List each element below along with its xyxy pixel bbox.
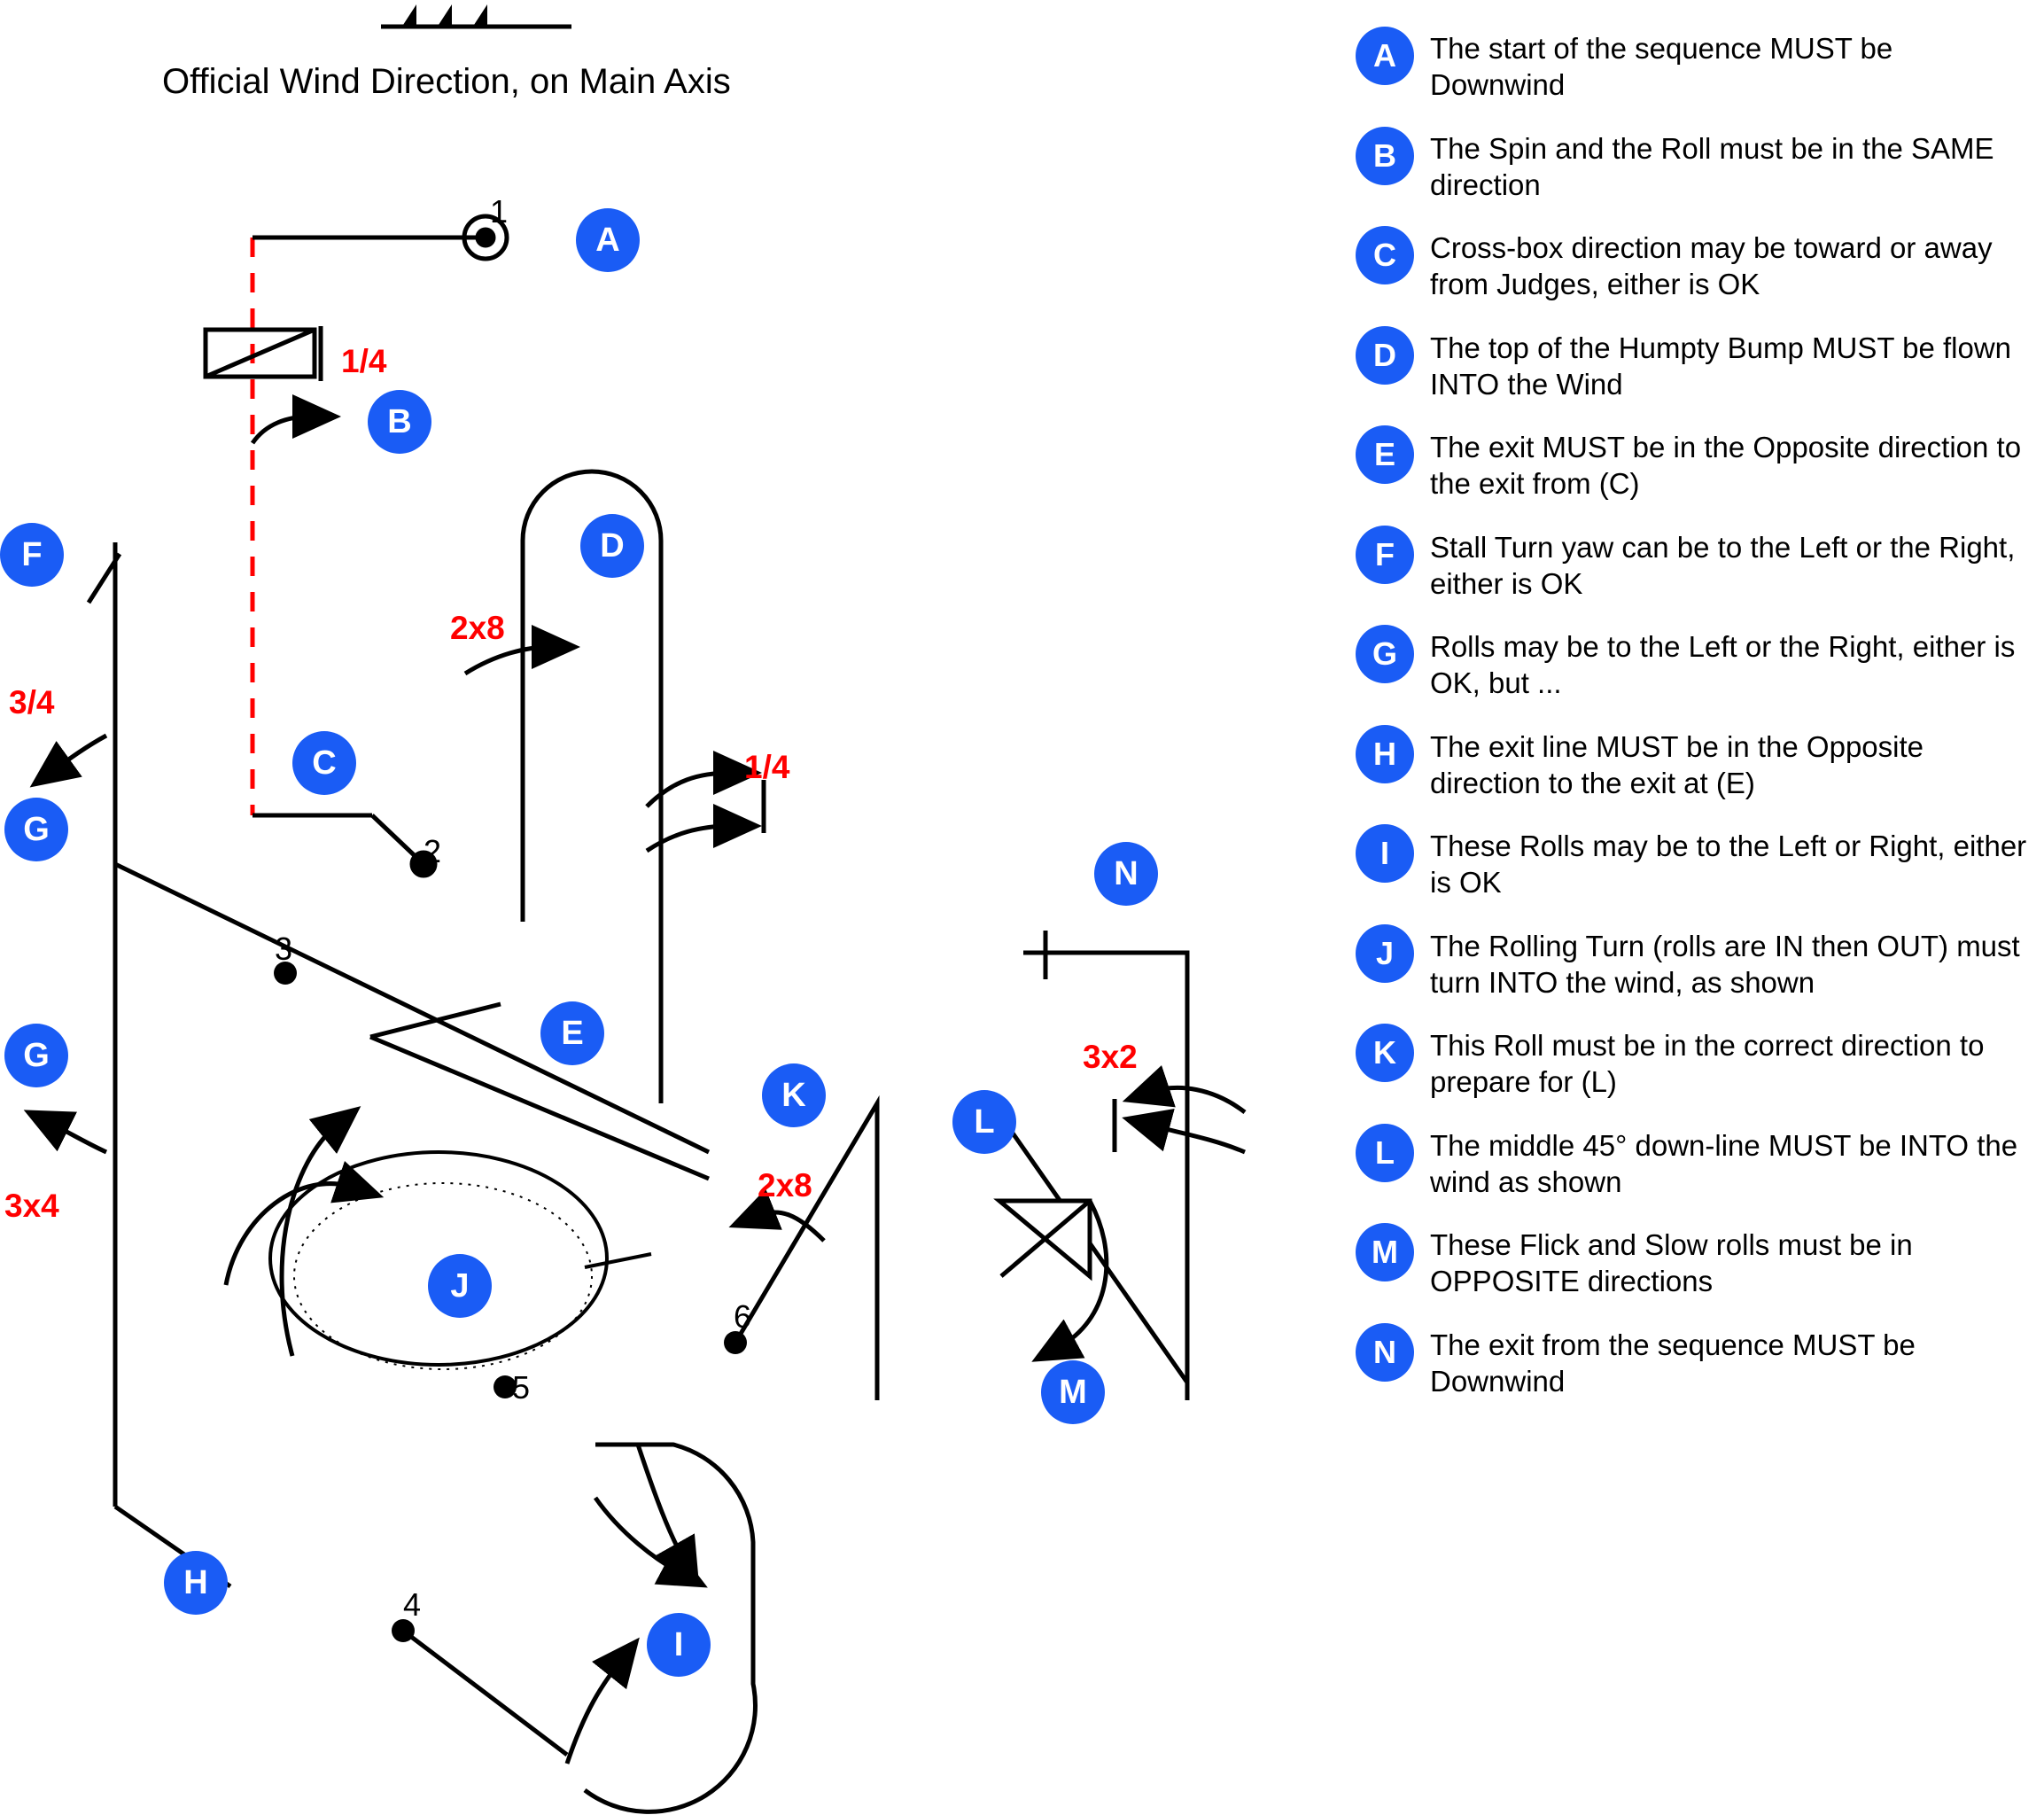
figure-number-3: 3 — [275, 931, 293, 967]
legend-item-d — [1356, 326, 2029, 403]
legend-item-k — [1356, 1024, 2029, 1101]
stall-turn-and-rolls-left — [51, 542, 709, 1586]
roll-label-2x8-bottom: 2x8 — [758, 1167, 812, 1204]
note-marker-f[interactable]: F — [0, 523, 64, 587]
note-marker-k[interactable]: K — [762, 1063, 826, 1127]
legend-text-c: Cross-box direction may be toward or away from Judges, either is OK — [1430, 231, 1993, 301]
legend-badge-e: E — [1356, 425, 1414, 484]
legend-text-j: The Rolling Turn (rolls are IN then OUT) must turn INTO the wind, as shown — [1430, 929, 2020, 999]
legend-badge-g: G — [1356, 625, 1414, 683]
figure-number-2: 2 — [424, 833, 442, 869]
legend-item-n — [1356, 1323, 2029, 1400]
legend-badge-n: N — [1356, 1323, 1414, 1382]
figure-L-45-downline — [999, 1117, 1187, 1383]
roll-label-2x8-top: 2x8 — [450, 610, 505, 646]
legend-badge-a: A — [1356, 27, 1414, 85]
note-marker-m[interactable]: M — [1041, 1360, 1105, 1424]
note-marker-d[interactable]: D — [580, 514, 644, 578]
legend-badge-h: H — [1356, 725, 1414, 783]
page-title: Official Wind Direction, on Main Axis — [162, 62, 731, 101]
legend-item-b — [1356, 127, 2029, 204]
legend-text-i: These Rolls may be to the Left or Right, either is OK — [1430, 830, 2027, 900]
legend-badge-m: M — [1356, 1223, 1414, 1281]
legend-text-d: The top of the Humpty Bump MUST be flown INTO the Wind — [1430, 331, 2012, 401]
legend-item-i — [1356, 824, 2029, 901]
legend-text-e: The exit MUST be in the Opposite direction to the exit from (C) — [1430, 431, 2022, 501]
legend-item-f — [1356, 526, 2029, 603]
wind-direction-arrow-symbol — [381, 4, 571, 27]
note-marker-g-upper[interactable]: G — [4, 798, 68, 861]
legend-text-n: The exit from the sequence MUST be Downwind — [1430, 1328, 1916, 1398]
legend-badge-f: F — [1356, 526, 1414, 584]
note-marker-j[interactable]: J — [428, 1254, 492, 1318]
note-marker-b[interactable]: B — [368, 390, 431, 454]
legend-badge-k: K — [1356, 1024, 1414, 1082]
legend-text-g: Rolls may be to the Left or the Right, either is OK, but ... — [1430, 630, 2016, 700]
legend-text-f: Stall Turn yaw can be to the Left or the Right, either is OK — [1430, 530, 2016, 600]
note-marker-g-lower[interactable]: G — [4, 1024, 68, 1087]
legend-item-a — [1356, 27, 2029, 104]
legend-text-b: The Spin and the Roll must be in the SAME direction — [1430, 131, 1994, 201]
figure-number-4: 4 — [403, 1586, 422, 1623]
note-marker-h[interactable]: H — [164, 1551, 228, 1615]
legend-item-e — [1356, 425, 2029, 502]
figure-number-5: 5 — [512, 1369, 531, 1406]
legend-text-k: This Roll must be in the correct direction to prepare for (L) — [1430, 1029, 1985, 1099]
roll-label-quarter-1: 1/4 — [341, 343, 387, 379]
legend-item-h — [1356, 725, 2029, 802]
roll-label-3x2: 3x2 — [1083, 1039, 1138, 1075]
legend-badge-l: L — [1356, 1124, 1414, 1182]
note-marker-l[interactable]: L — [952, 1090, 1016, 1154]
figure-number-1: 1 — [490, 193, 509, 230]
legend-item-c — [1356, 226, 2029, 303]
note-marker-c[interactable]: C — [292, 731, 356, 795]
legend-item-j — [1356, 924, 2029, 1001]
figure-6-and-K-roll — [724, 1103, 877, 1400]
legend-badge-i: I — [1356, 824, 1414, 883]
legend-item-l — [1356, 1124, 2029, 1201]
note-marker-e[interactable]: E — [540, 1001, 604, 1065]
legend-list — [1356, 27, 2029, 1422]
legend-text-a: The start of the sequence MUST be Downwind — [1430, 32, 1893, 102]
legend-item-g — [1356, 625, 2029, 702]
legend-text-l: The middle 45° down-line MUST be INTO the wind as shown — [1430, 1128, 2018, 1198]
legend-badge-d: D — [1356, 326, 1414, 385]
figure-2-crossbox-line — [253, 815, 435, 876]
note-marker-i[interactable]: I — [647, 1613, 711, 1677]
note-marker-a[interactable]: A — [576, 208, 640, 272]
legend-badge-c: C — [1356, 226, 1414, 284]
legend-badge-b: B — [1356, 127, 1414, 185]
roll-label-quarter-2: 1/4 — [744, 749, 790, 785]
roll-label-three-quarter: 3/4 — [9, 684, 55, 721]
roll-label-3x4: 3x4 — [4, 1188, 59, 1224]
legend-text-m: These Flick and Slow rolls must be in OPPOSITE directions — [1430, 1228, 1913, 1298]
figure-number-6: 6 — [734, 1298, 752, 1335]
legend-text-h: The exit line MUST be in the Opposite direction to the exit at (E) — [1430, 729, 1924, 799]
legend-badge-j: J — [1356, 924, 1414, 983]
note-marker-n[interactable]: N — [1094, 842, 1158, 906]
figure-N-exit-line — [1023, 931, 1245, 1400]
legend-item-m — [1356, 1223, 2029, 1300]
